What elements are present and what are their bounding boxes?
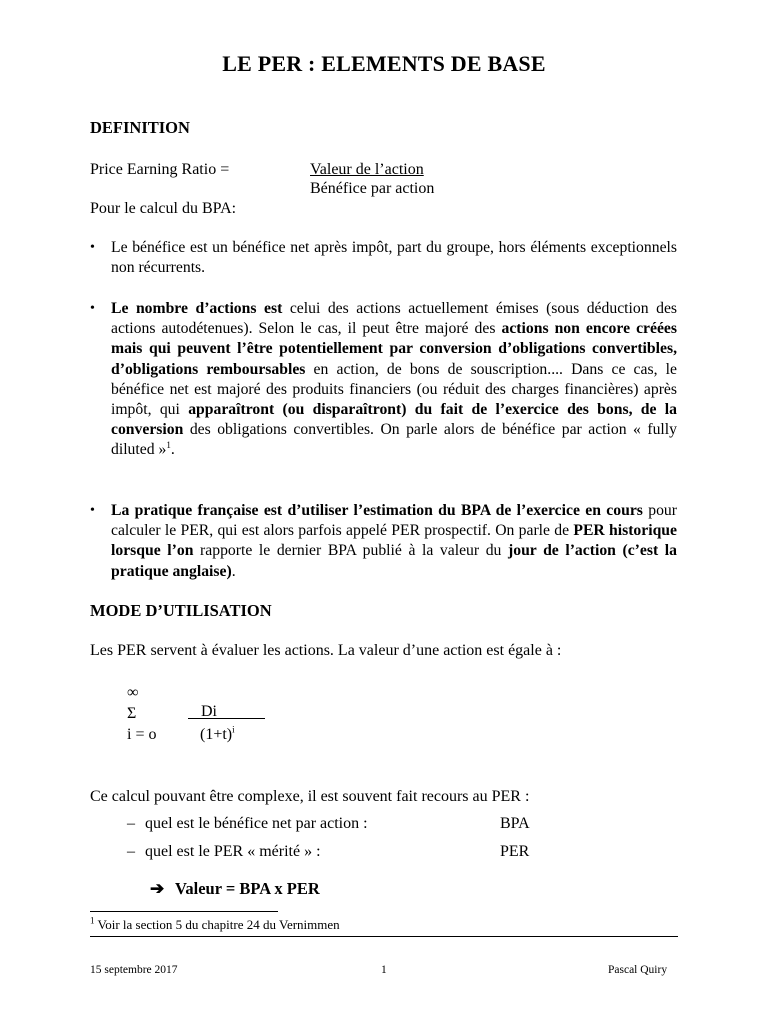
bold-text: jour de l’action (c’est la pratique anglaise): [111, 542, 677, 580]
footer-author: Pascal Quiry: [608, 964, 668, 976]
bullet-icon: •: [90, 240, 95, 255]
ratio-numerator: Valeur de l’action: [310, 161, 424, 178]
footer-divider: [90, 936, 678, 937]
text-run: des obligations convertibles. On parle alors de bénéfice par action « fully diluted »: [111, 421, 677, 459]
bpa-intro: Pour le calcul du BPA:: [90, 200, 237, 217]
bold-text: actions non encore créées mais qui peuvent l’être potentiellement par conversion d’obligations convertibles, d’obligations remboursables: [111, 320, 677, 378]
definition-heading: DEFINITION: [90, 118, 190, 137]
bold-text: apparaîtront (ou disparaîtront) du fait de l’exercice des bons, de la conversion: [111, 401, 678, 439]
exponent: i: [232, 724, 235, 735]
text-run: .: [231, 562, 236, 580]
bullet-icon: •: [90, 503, 95, 518]
formula-numerator: Di: [188, 705, 265, 719]
text-run: celui des actions actuellement émises (sous déduction des actions autodétenues). Selon le cas, il peut être majoré des: [111, 300, 678, 338]
formula-denominator: [200, 726, 235, 744]
sigma-symbol: Σ: [127, 705, 137, 722]
usage-intro: Les PER servent à évaluer les actions. La valeur d’une action est égale à :: [90, 642, 562, 659]
footnote-ref[interactable]: 1: [166, 440, 171, 451]
footnote-number: 1: [90, 915, 95, 926]
question-per: quel est le PER « mérité » :: [145, 843, 321, 860]
denominator-text: (1+t): [200, 726, 233, 743]
bold-text: La pratique française est d’utiliser l’estimation du BPA de l’exercice en cours: [111, 502, 643, 519]
footer-page-number: 1: [381, 964, 387, 976]
bullet-icon: •: [90, 301, 95, 316]
bullet-text: [111, 501, 677, 582]
sum-index: i = o: [127, 726, 157, 743]
text-run: en action, de bons de souscription.... Dans ce cas, le bénéfice net est majoré des produits financiers (ou réduit des charges financières) après impôt, qui: [111, 360, 677, 419]
arrow-right-icon: ➔: [150, 879, 165, 898]
ratio-label: Price Earning Ratio =: [90, 161, 230, 178]
question-bpa: quel est le bénéfice net par action :: [145, 815, 368, 832]
answer-bpa: BPA: [500, 815, 530, 832]
footnote-divider: [90, 911, 278, 912]
footnote: [90, 917, 340, 933]
page-title: LE PER : ELEMENTS DE BASE: [222, 51, 546, 76]
footer-date: 15 septembre 2017: [90, 964, 178, 976]
text-run: .: [170, 441, 175, 459]
bold-text: Le nombre d’actions est: [111, 300, 283, 317]
valuation-result: Valeur = BPA x PER: [175, 879, 320, 898]
text-run: rapporte le dernier BPA publié à la valeur du: [193, 542, 508, 560]
ratio-denominator: Bénéfice par action: [310, 180, 435, 197]
dash-icon: –: [127, 843, 135, 860]
dash-icon: –: [127, 815, 135, 832]
bullet-text: Le bénéfice est un bénéfice net après impôt, part du groupe, hors éléments exceptionnels non récurrents.: [111, 239, 677, 277]
answer-per: PER: [500, 843, 530, 860]
usage-heading: MODE D’UTILISATION: [90, 601, 272, 620]
bold-text: PER historique lorsque l’on: [111, 522, 677, 560]
bullet-text: [111, 299, 677, 461]
complex-note: Ce calcul pouvant être complexe, il est souvent fait recours au PER :: [90, 788, 530, 805]
infinity-symbol: ∞: [127, 684, 139, 701]
text-run: pour calculer le PER, qui est alors parfois appelé PER prospectif. On parle de: [111, 502, 677, 540]
footnote-text: Voir la section 5 du chapitre 24 du Vernimmen: [94, 917, 340, 932]
